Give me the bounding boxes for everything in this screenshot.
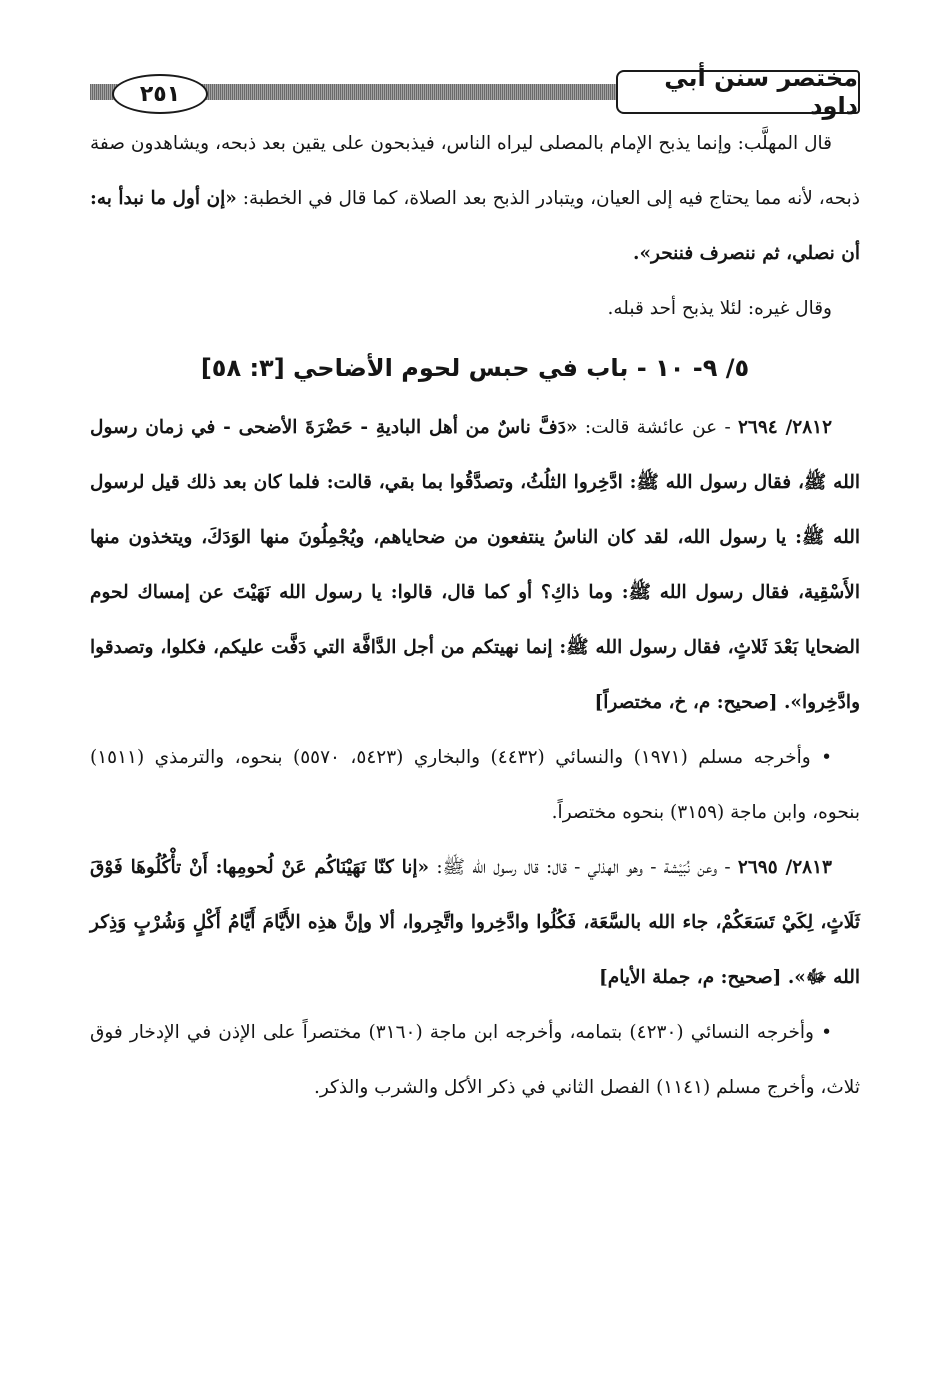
commentary-paragraph xyxy=(90,116,860,281)
book-title: مختصر سنن أبي داود xyxy=(616,70,860,114)
commentary-quote: «إن أول ما نبدأ به: أن نصلي، ثم ننصرف فننحر». xyxy=(90,188,860,264)
hadith-intro: - وعن نُبَيْشة - وهو الهذلي - قال: قال رسول الله ﷺ: xyxy=(436,857,731,878)
commentary-text: قال المهلَّب: وإنما يذبح الإمام بالمصلى ليراه الناس، فيذبحون على يقين بعد ذبحه، ويشاهدون صفة ذبحه، لأنه مما يحتاج فيه إلى العيان، ويتبادر الذبح بعد الصلاة، كما قال في الخطبة: xyxy=(90,133,860,209)
page-header xyxy=(90,64,860,120)
chapter-heading: ٥/ ٩- ١٠ - باب في حبس لحوم الأضاحي [٣: ٥٨] xyxy=(200,354,750,382)
hadith-number: ٢٨١٢/ ٢٦٩٤ xyxy=(737,417,833,438)
page-body xyxy=(90,116,860,1115)
hadith-2812 xyxy=(90,400,860,730)
hadith-2813 xyxy=(90,840,860,1005)
hadith-text: «دَفَّ ناسٌ من أهل الباديةِ - حَضْرَةَ الأضحى - في زمان رسول الله ﷺ، فقال رسول الله ﷺ: ادَّخِروا الثلُثُ، وتصدَّقُوا بما بقي، قالت: فلما كان بعد ذلك قيل لرسول الله ﷺ: يا رسول الله، لقد كان الناسُ ينتفعون من ضحاياهم، ويُجْمِلُونَ منها الوَدَكَ، ويتخذون منها الأَسْقِية، فقال رسول الله ﷺ: وما ذاكِ؟ أو كما قال، قالوا: يا رسول الله نَهَيْتَ عن إمساك لحوم الضحايا بَعْدَ ثَلاثٍ، فقال رسول الله ﷺ: إنما نهيتكم من أجل الدَّافَّة التي دَفَّت عليكم، فكلوا، وتصدقوا وادَّخِروا». [صحيح: م، خ، مختصراً] xyxy=(90,417,860,713)
commentary-note: وقال غيره: لئلا يذبح أحد قبله. xyxy=(607,298,832,319)
takhrij-2812: • وأخرجه مسلم (١٩٧١) والنسائي (٤٤٣٢) والبخاري (٥٤٢٣، ٥٥٧٠) بنحوه، والترمذي (١٥١١) بنحوه، وابن ماجة (٣١٥٩) بنحوه مختصراً. xyxy=(90,747,860,823)
hadith-intro: - عن عائشة قالت: xyxy=(584,417,731,438)
page-number: ٢٥١ xyxy=(112,74,208,114)
takhrij-2813: • وأخرجه النسائي (٤٢٣٠) بتمامه، وأخرجه ابن ماجة (٣١٦٠) مختصراً على الإذن في الإدخار فوق ثلاث، وأخرج مسلم (١١٤١) الفصل الثاني في ذكر الأكل والشرب والذكر. xyxy=(90,1022,860,1098)
hadith-text: «إنا كنّا نَهَيْنَاكُم عَنْ لُحومِها: أَنْ تأْكُلُوهَا فَوْقَ ثَلَاثٍ، لِكَيْ تَسَعَكُمْ، جاء الله بالسَّعَة، فَكُلُوا وادَّخِروا واتَّجِروا، ألا وإنَّ هذِه الأَيَّامَ أَيَّامُ أَكْلٍ وَشُرْبٍ وَذِكر الله ﷻ». [صحيح: م، جملة الأيام] xyxy=(90,857,860,988)
hadith-number: ٢٨١٣/ ٢٦٩٥ xyxy=(737,857,832,878)
